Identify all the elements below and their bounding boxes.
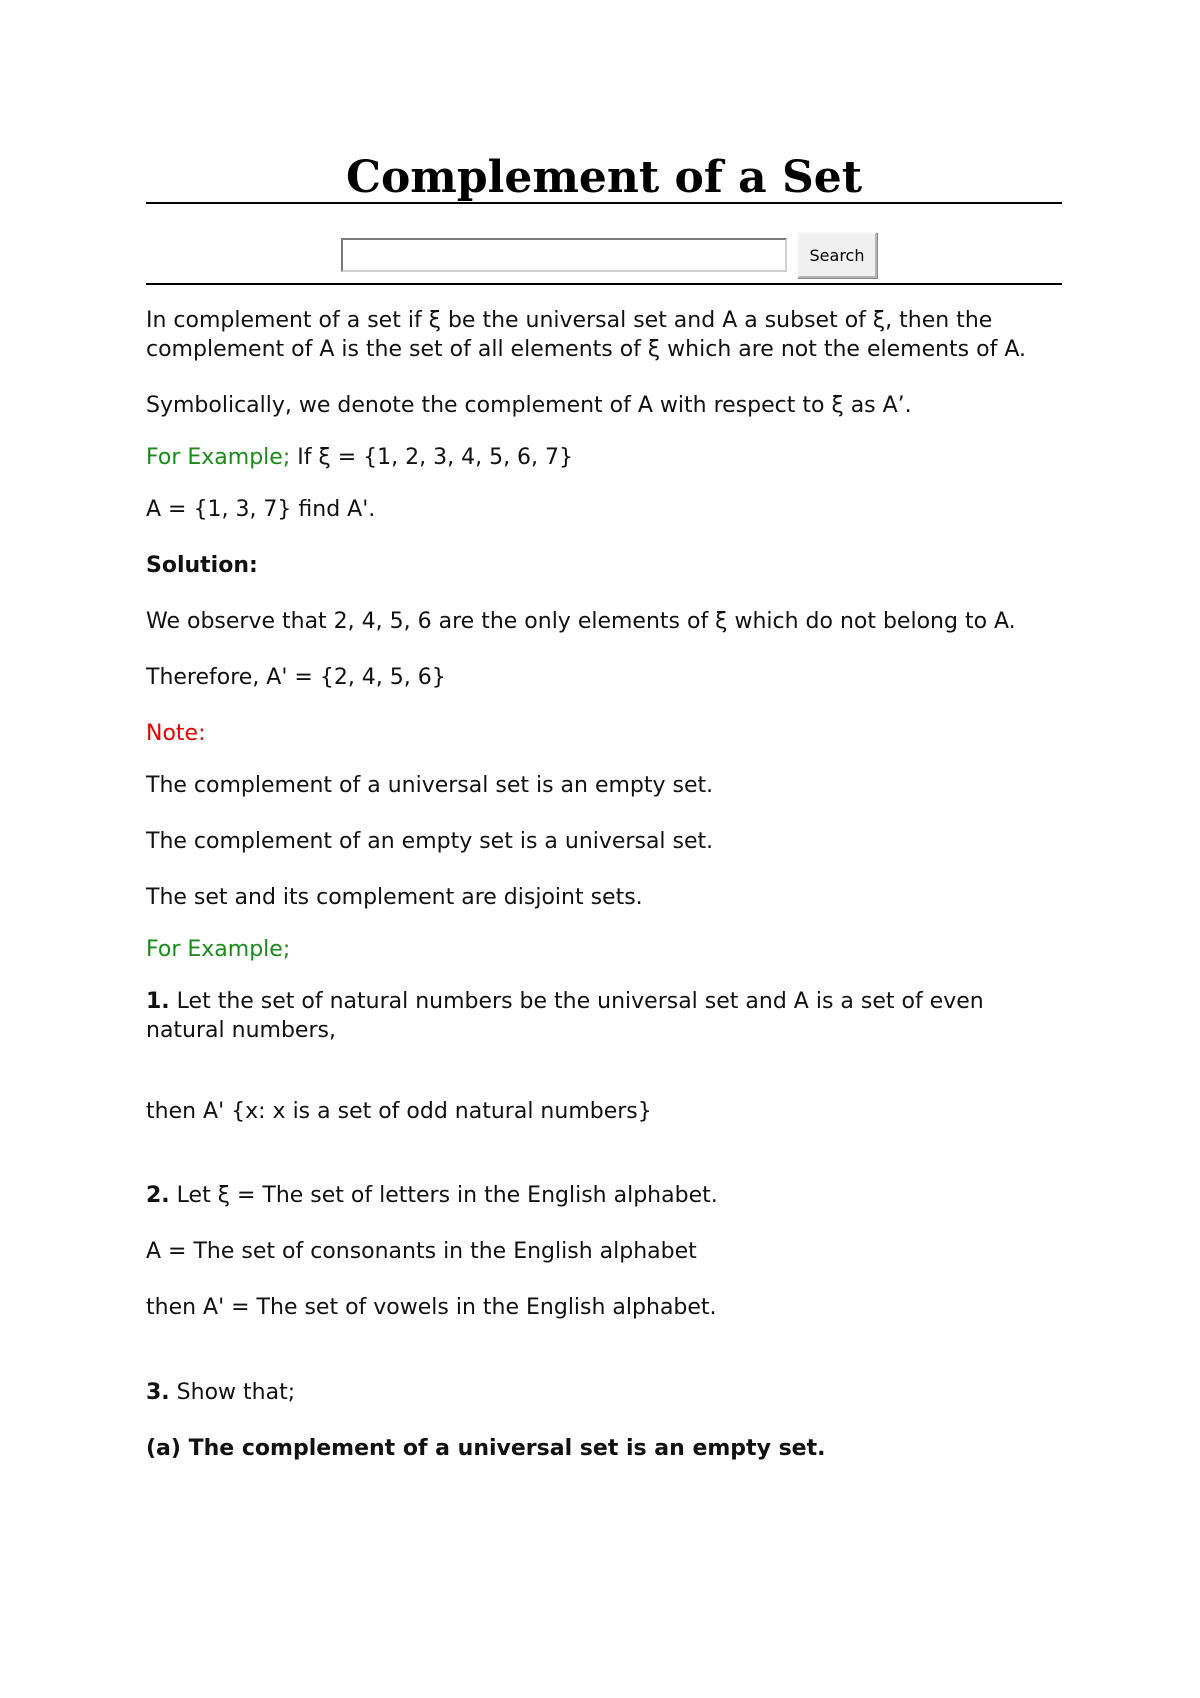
solution-label: Solution:	[146, 553, 258, 578]
example1-paragraph	[146, 443, 1062, 472]
solution-text: We observe that 2, 4, 5, 6 are the only elements of ξ which do not belong to A.	[146, 609, 1016, 634]
example1-text: If ξ = {1, 2, 3, 4, 5, 6, 7}	[290, 445, 574, 470]
symbolic-paragraph: Symbolically, we denote the complement of A with respect to ξ as A’.	[146, 393, 912, 418]
note-label: Note:	[146, 721, 206, 746]
note-line-1: The complement of a universal set is an empty set.	[146, 773, 714, 798]
search-divider	[146, 283, 1062, 285]
note-line-2: The complement of an empty set is a universal set.	[146, 829, 714, 854]
item-1-number: 1.	[146, 989, 170, 1014]
search-bar	[341, 232, 877, 278]
item-3-number: 3.	[146, 1380, 170, 1405]
item-2	[146, 1181, 1062, 1210]
item-1	[146, 987, 1062, 1045]
search-button[interactable]: Search	[797, 232, 877, 278]
search-input[interactable]	[341, 238, 787, 272]
article-body	[146, 306, 1062, 1463]
item-3-text: Show that;	[169, 1380, 296, 1405]
note-line-3: The set and its complement are disjoint sets.	[146, 885, 643, 910]
therefore-line: Therefore, A' = {2, 4, 5, 6}	[146, 665, 446, 690]
item-1-text: Let the set of natural numbers be the universal set and A is a set of even natural numbers,	[146, 989, 984, 1043]
example1-a: A = {1, 3, 7} find A'.	[146, 497, 376, 522]
item-2-number: 2.	[146, 1183, 170, 1208]
item-1-then: then A' {x: x is a set of odd natural numbers}	[146, 1099, 652, 1124]
item-3-a: (a) The complement of a universal set is an empty set.	[146, 1436, 826, 1461]
example2-label: For Example;	[146, 937, 291, 962]
page-title: Complement of a Set	[345, 152, 863, 203]
definition-paragraph: In complement of a set if ξ be the universal set and A a subset of ξ, then the complement of A is the set of all elements of ξ which are not the elements of A.	[146, 308, 1026, 362]
item-3	[146, 1378, 1062, 1407]
item-2-then: then A' = The set of vowels in the English alphabet.	[146, 1295, 717, 1320]
item-2-text: Let ξ = The set of letters in the English alphabet.	[169, 1183, 718, 1208]
example1-label: For Example;	[146, 445, 291, 470]
title-divider	[146, 202, 1062, 204]
item-2-a: A = The set of consonants in the English alphabet	[146, 1239, 697, 1264]
